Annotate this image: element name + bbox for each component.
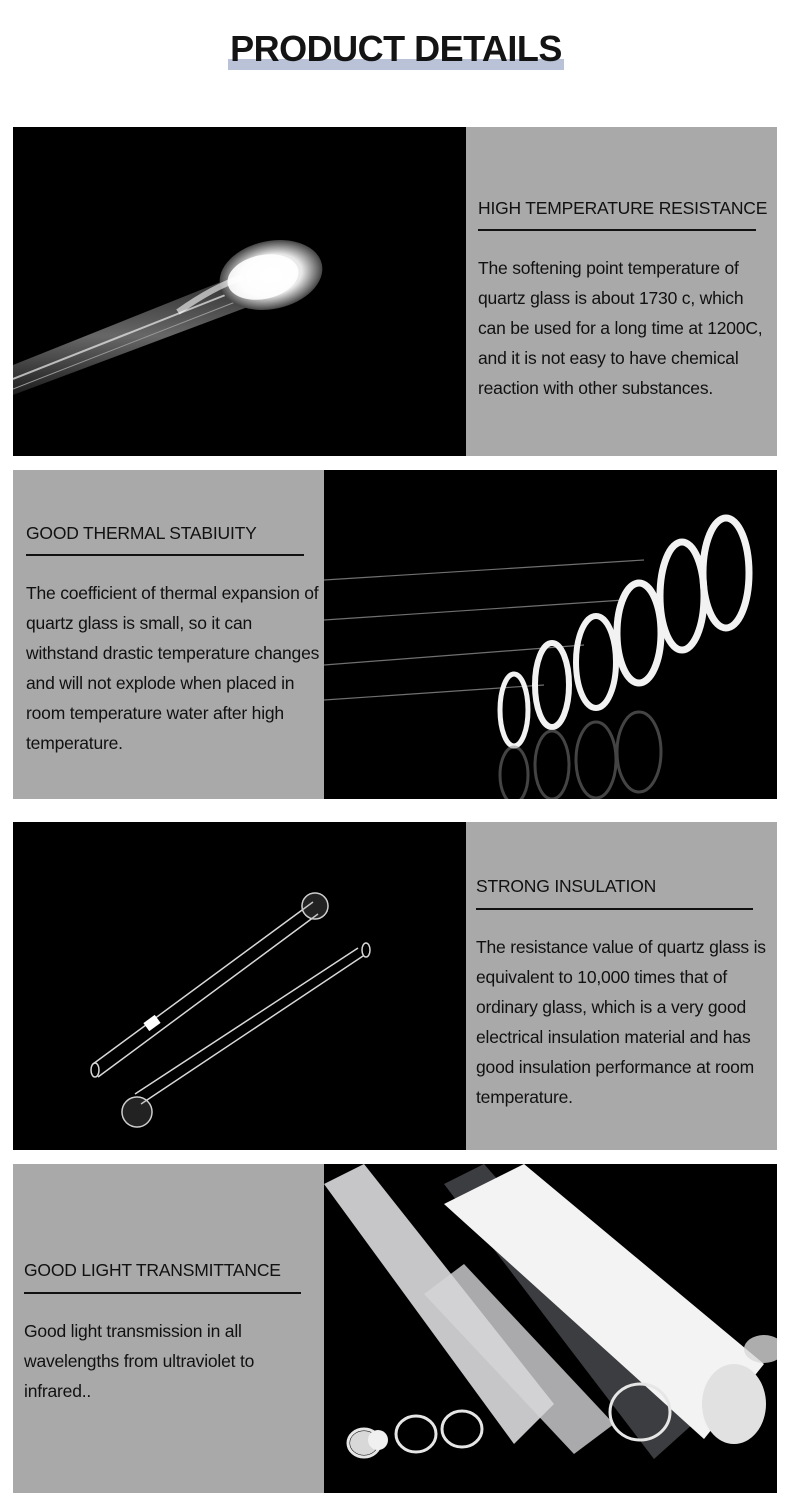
feature-section-insulation [13, 822, 777, 1150]
two-glass-pipes-photo [13, 822, 466, 1150]
title-block [228, 28, 564, 70]
feature-title-rule [478, 229, 756, 231]
feature-text-panel [466, 127, 777, 456]
page-header [0, 0, 790, 110]
quartz-tubes-row-photo [324, 470, 777, 799]
feature-text-panel [466, 822, 777, 1150]
feature-title: HIGH TEMPERATURE RESISTANCE [478, 198, 768, 218]
feature-title: GOOD LIGHT TRANSMITTANCE [24, 1260, 281, 1280]
quartz-rod-with-bulb-photo [13, 127, 466, 456]
feature-section-light-transmittance [13, 1164, 777, 1493]
feature-title: GOOD THERMAL STABIUITY [26, 523, 257, 543]
feature-text-panel [13, 1164, 324, 1493]
feature-section-high-temperature [13, 127, 777, 456]
feature-text-panel [13, 470, 324, 799]
feature-section-thermal-stability [13, 470, 777, 799]
feature-title-rule [26, 554, 304, 556]
page-title: PRODUCT DETAILS [230, 28, 562, 69]
frosted-quartz-rods-photo [324, 1164, 777, 1493]
feature-description: The softening point temperature of quartz glass is about 1730 c, which can be used for a long time at 1200C, and it is not easy to have chemical reaction with other substances. [478, 258, 763, 398]
feature-title-rule [24, 1292, 301, 1294]
feature-title: STRONG INSULATION [476, 876, 657, 896]
feature-description: The coefficient of thermal expansion of quartz glass is small, so it can withstand drastic temperature changes and will not explode when placed in room temperature water after high temperature. [26, 583, 320, 753]
feature-description: The resistance value of quartz glass is equivalent to 10,000 times that of ordinary glass, which is a very good electrical insulation material and has good insulation performance at room temperature. [476, 937, 766, 1107]
feature-title-rule [476, 908, 753, 910]
feature-description: Good light transmission in all wavelengths from ultraviolet to infrared.. [24, 1321, 255, 1401]
